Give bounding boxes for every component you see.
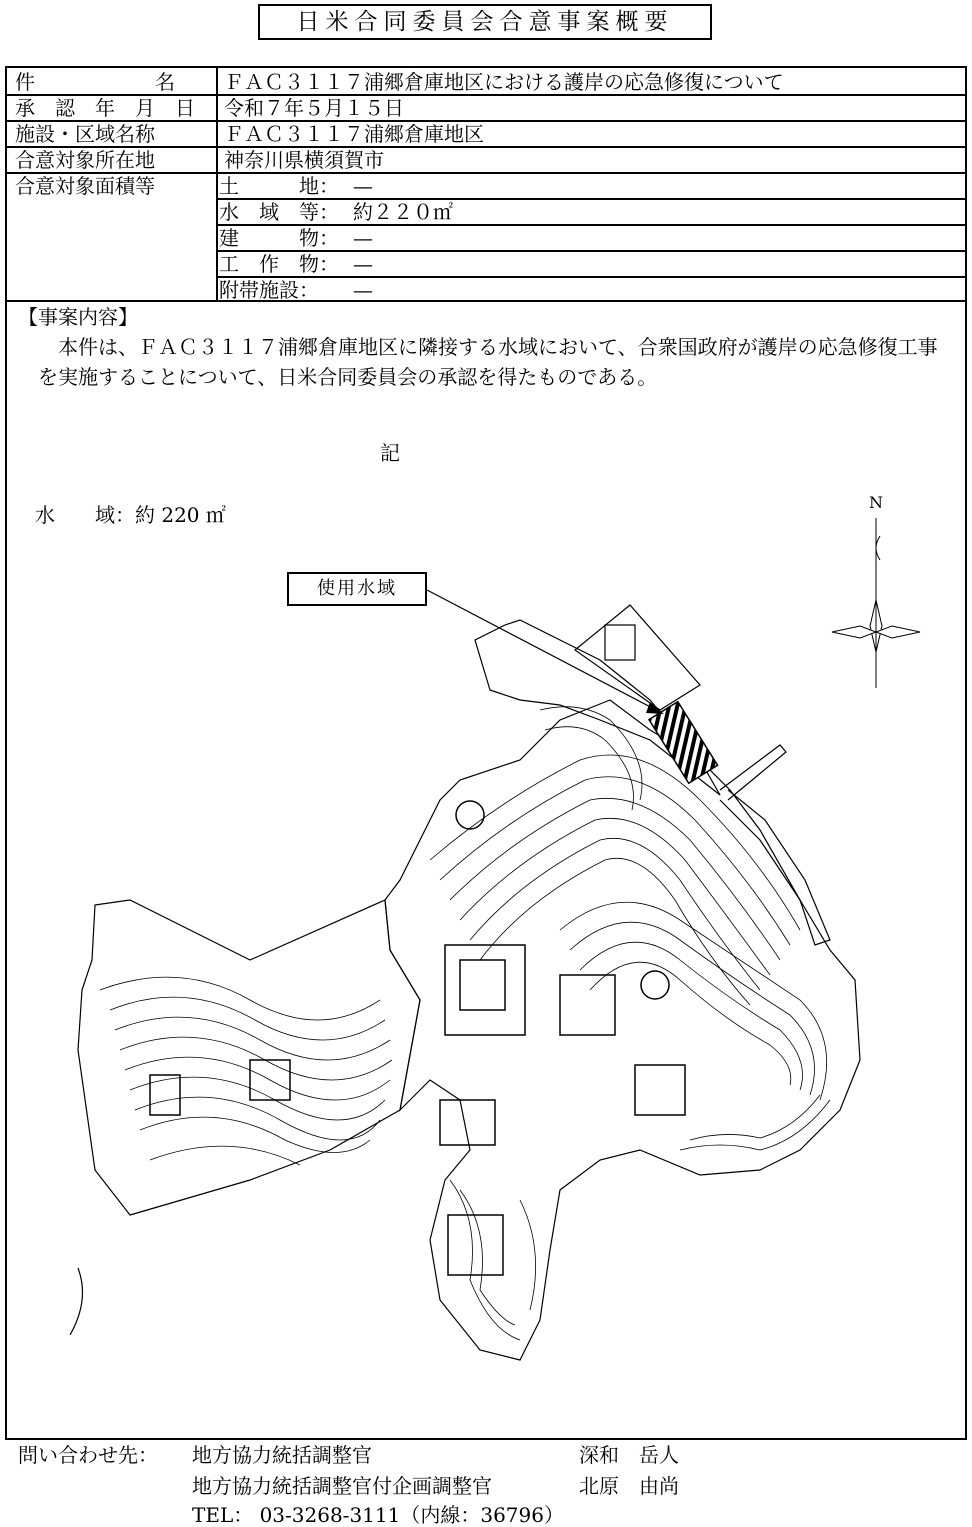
area-value-ancillary: — (353, 278, 373, 302)
terrain-outline (78, 605, 860, 1360)
contact-title-1: 地方協力統括調整官 (192, 1443, 372, 1467)
contact-tel: TEL： 03-3268-3111（内線：36796） (192, 1503, 564, 1527)
content-body: 本件は、ＦＡＣ３１１７浦郷倉庫地区に隣接する水域において、合衆国政府が護岸の応急修復工事を実施することについて、日米合同委員会の承認を得たものである。 (38, 335, 938, 389)
area-value-structure: — (353, 252, 373, 276)
row-value-facility: ＦＡＣ３１１７浦郷倉庫地区 (224, 122, 484, 146)
contact-name-1: 深和 岳人 (579, 1443, 679, 1467)
row-label-date: 承 認 年 月 日 (15, 96, 195, 120)
water-area-value: 約 220 ㎡ (135, 503, 226, 527)
row-label-name: 件 名 (15, 70, 175, 94)
area-value-building: — (353, 226, 373, 250)
content-heading: 【事案内容】 (18, 305, 138, 329)
ki-mark: 記 (380, 441, 400, 465)
row-label-area: 合意対象面積等 (15, 174, 155, 198)
water-area-label: 水 域： (35, 503, 135, 527)
row-label-location: 合意対象所在地 (15, 148, 155, 172)
row-value-date: 令和７年５月１５日 (224, 96, 404, 120)
area-label-water: 水 域 等： (219, 200, 339, 224)
area-value-land: — (353, 174, 373, 198)
contact-label: 問い合わせ先： (18, 1443, 158, 1467)
page-title: 日米合同委員会合意事案概要 (258, 4, 712, 40)
north-label: N (869, 493, 883, 512)
water-area-hatch (649, 702, 718, 784)
contact-title-2: 地方協力統括調整官付企画調整官 (192, 1474, 492, 1498)
area-value-water: 約２２０㎡ (353, 200, 453, 224)
area-label-land: 土 地： (219, 174, 339, 198)
north-arrow-icon (832, 518, 920, 688)
row-label-facility: 施設・区域名称 (15, 122, 155, 146)
coast-arc (70, 1268, 83, 1335)
area-label-ancillary: 附帯施設： (219, 278, 319, 302)
callout-arrow (646, 702, 664, 714)
map-buildings (150, 801, 685, 1275)
row-value-location: 神奈川県横須賀市 (224, 148, 384, 172)
water-area-callout: 使用水域 (287, 572, 427, 606)
contact-name-2: 北原 由尚 (579, 1474, 679, 1498)
row-value-name: ＦＡＣ３１１７浦郷倉庫地区における護岸の応急修復について (224, 70, 784, 94)
area-label-building: 建 物： (219, 226, 339, 250)
area-label-structure: 工 作 物： (219, 252, 339, 276)
